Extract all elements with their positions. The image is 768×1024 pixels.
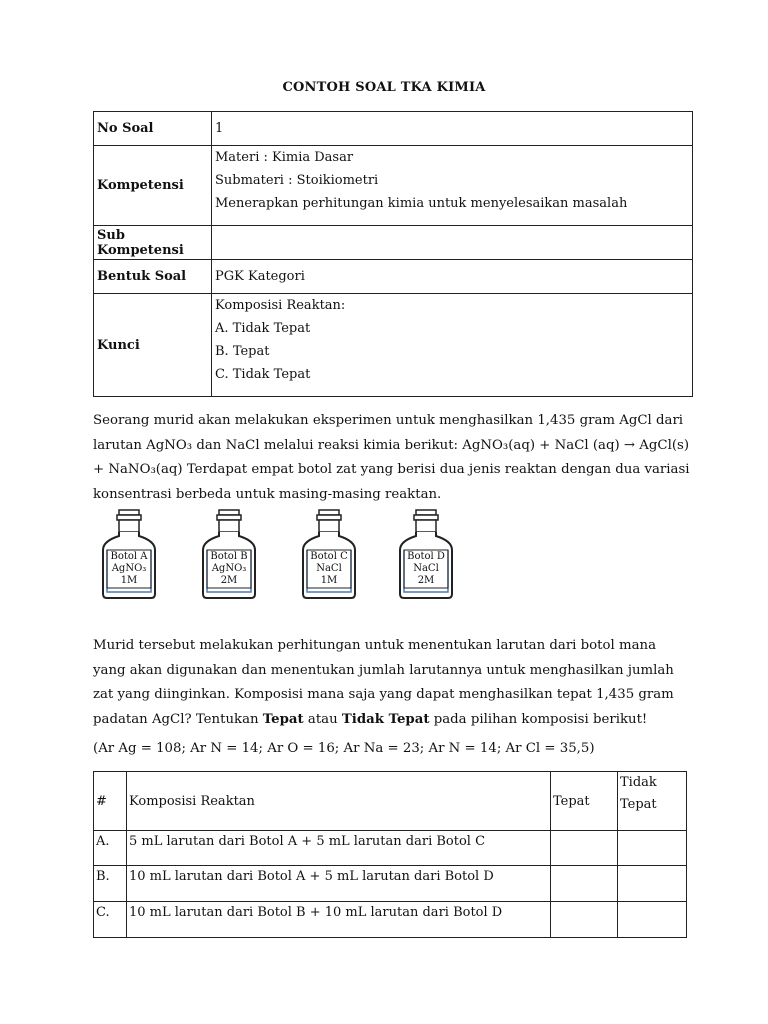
bottle-d [395, 508, 457, 600]
bottle-b [198, 508, 260, 600]
bottle-substance: NaCl [413, 563, 439, 574]
question-text: padatan AgCl? Tentukan [93, 711, 263, 727]
bottle-substance: AgNO₃ [211, 563, 247, 574]
row-text: 10 mL larutan dari Botol B + 10 mL larutan dari Botol D [127, 902, 551, 938]
intro-paragraph [93, 409, 690, 507]
label-sub-kompetensi: Sub Kompetensi [94, 226, 212, 260]
bottles-figure [98, 508, 458, 602]
table-row [94, 866, 687, 902]
value-kunci [212, 294, 693, 397]
answer-table [93, 771, 687, 938]
row-text: 5 mL larutan dari Botol A + 5 mL larutan dari Botol C [127, 831, 551, 866]
kunci-line: B. Tepat [215, 344, 270, 359]
bottle-label [207, 551, 251, 587]
bottle-label [307, 551, 351, 587]
question-text: pada pilihan komposisi berikut! [429, 711, 648, 727]
header-tidak-tepat [618, 772, 687, 831]
intro-line: Seorang murid akan melakukan eksperimen untuk menghasilkan 1,435 gram AgCl dari [93, 413, 684, 428]
header-tepat-2: Tepat [620, 797, 657, 812]
bold-tidak-tepat: Tidak Tepat [341, 711, 430, 727]
bottle-name: Botol B [210, 551, 248, 562]
row-no-soal [94, 112, 693, 146]
bottle-c [298, 508, 360, 600]
page-title: CONTOH SOAL TKA KIMIA [282, 80, 486, 95]
row-num: B. [94, 866, 127, 902]
bottle-name: Botol C [310, 551, 348, 562]
bottle-conc: 1M [120, 575, 138, 586]
bottle-conc: 1M [320, 575, 338, 586]
bottle-label [107, 551, 151, 587]
bottle-conc: 2M [417, 575, 435, 586]
question-line: yang akan digunakan dan menentukan jumlah larutannya untuk menghasilkan jumlah [93, 662, 674, 678]
row-sub-kompetensi [94, 226, 693, 260]
header-tepat: Tepat [551, 772, 618, 831]
bottle-substance: NaCl [316, 563, 342, 574]
tepat-cell[interactable] [551, 902, 618, 938]
bottle-substance: AgNO₃ [111, 563, 147, 574]
label-kompetensi: Kompetensi [94, 146, 212, 226]
value-bentuk-soal: PGK Kategori [212, 260, 693, 294]
label-kunci: Kunci [94, 294, 212, 397]
tidak-tepat-cell[interactable] [618, 902, 687, 938]
question-paragraph [93, 634, 683, 732]
value-sub-kompetensi [212, 226, 693, 260]
kunci-line: A. Tidak Tepat [215, 321, 311, 336]
bottle-label [404, 551, 448, 587]
header-num: # [94, 772, 127, 831]
kunci-line: C. Tidak Tepat [215, 367, 311, 382]
bottle-a [98, 508, 160, 600]
intro-line: konsentrasi berbeda untuk masing-masing reaktan. [93, 486, 442, 502]
label-no-soal: No Soal [94, 112, 212, 146]
table-row [94, 902, 687, 938]
info-table [93, 111, 693, 397]
intro-line: + NaNO₃(aq) Terdapat empat botol zat yang berisi dua jenis reaktan dengan dua variasi [93, 462, 690, 477]
row-num: A. [94, 831, 127, 866]
tidak-tepat-cell[interactable] [618, 866, 687, 902]
question-line: zat yang diinginkan. Komposisi mana saja yang dapat menghasilkan tepat 1,435 gram [93, 687, 674, 702]
bold-tepat: Tepat [262, 711, 304, 727]
table-row [94, 831, 687, 866]
answer-header-row [94, 772, 687, 831]
value-kompetensi [212, 146, 693, 226]
row-bentuk-soal [94, 260, 693, 294]
label-bentuk-soal: Bentuk Soal [94, 260, 212, 294]
row-kunci [94, 294, 693, 397]
tepat-cell[interactable] [551, 831, 618, 866]
header-tidak: Tidak [620, 775, 657, 790]
bottle-name: Botol D [407, 551, 445, 562]
row-num: C. [94, 902, 127, 938]
question-line: Murid tersebut melakukan perhitungan untuk menentukan larutan dari botol mana [93, 638, 657, 653]
header-komposisi: Komposisi Reaktan [127, 772, 551, 831]
row-text: 10 mL larutan dari Botol A + 5 mL larutan dari Botol D [127, 866, 551, 902]
kompetensi-line: Menerapkan perhitungan kimia untuk menyelesaikan masalah [215, 196, 628, 211]
tepat-cell[interactable] [551, 866, 618, 902]
intro-line: larutan AgNO₃ dan NaCl melalui reaksi kimia berikut: AgNO₃(aq) + NaCl (aq) → AgCl(s) [93, 437, 690, 453]
question-text: atau [303, 711, 342, 727]
kompetensi-line: Materi : Kimia Dasar [215, 150, 354, 165]
kunci-line: Komposisi Reaktan: [215, 298, 346, 313]
question-line [93, 708, 683, 733]
kompetensi-line: Submateri : Stoikiometri [215, 173, 379, 188]
row-kompetensi [94, 146, 693, 226]
bottle-name: Botol A [110, 551, 148, 562]
value-no-soal: 1 [212, 112, 693, 146]
bottle-conc: 2M [220, 575, 238, 586]
tidak-tepat-cell[interactable] [618, 831, 687, 866]
ar-values: (Ar Ag = 108; Ar N = 14; Ar O = 16; Ar Na = 23; Ar N = 14; Ar Cl = 35,5) [93, 741, 595, 756]
